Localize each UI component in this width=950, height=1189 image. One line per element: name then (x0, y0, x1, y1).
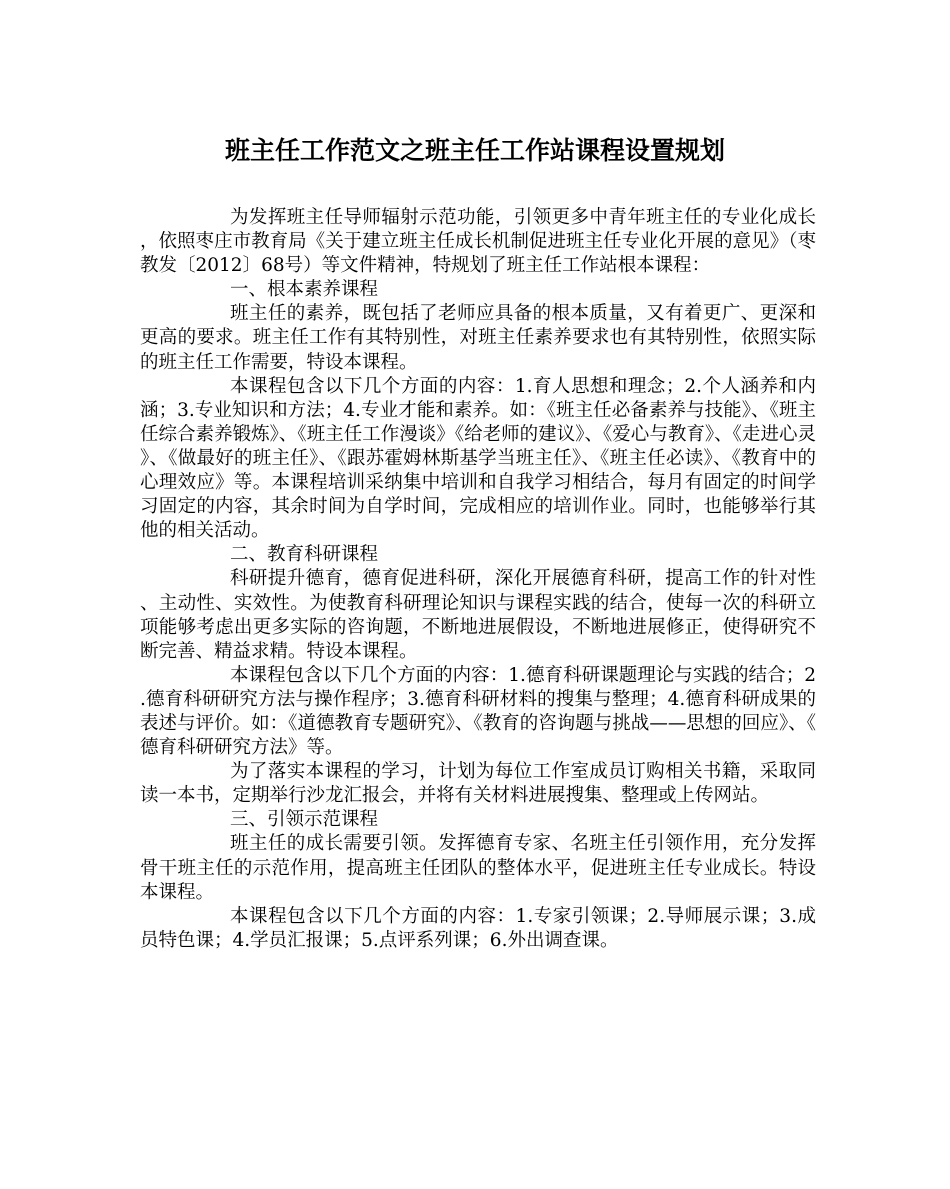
paragraph-leadership-1: 班主任的成长需要引领。发挥德育专家、名班主任引领作用，充分发挥骨干班主任的示范作用，提高班主任团队的整体水平，促进班主任专业成长。特设本课程。 (140, 833, 816, 903)
document-title: 班主任工作范文之班主任工作站课程设置规划 (224, 136, 725, 165)
paragraph-basic-literacy-2: 本课程包含以下几个方面的内容：1.育人思想和理念；2.个人涵养和内涵；3.专业知识和方法；4.专业才能和素养。如：《班主任必备素养与技能》、《班主任综合素养锻炼》、《班主任工作漫谈》《给老师的建议》、《爱心与教育》、《走进心灵》、《做最好的班主任》、《跟苏霍姆林斯基学当班主任》、《班主任必读》、《教育中的心理效应》等。本课程培训采纳集中培训和自我学习相结合，每月有固定的时间学习固定的内容，其余时间为自学时间，完成相应的培训作业。同时，也能够举行其他的相关活动。 (140, 375, 816, 542)
section-heading-research: 二、教育科研课程 (230, 544, 379, 566)
paragraph-intro: 为发挥班主任导师辐射示范功能，引领更多中青年班主任的专业化成长，依照枣庄市教育局《关于建立班主任成长机制促进班主任专业化开展的意见》（枣教发〔2012〕68号）等文件精神，特规划了班主任工作站根本课程： (140, 207, 816, 277)
paragraph-leadership-2: 本课程包含以下几个方面的内容：1.专家引领课；2.导师展示课；3.成员特色课；4.学员汇报课；5.点评系列课；6.外出调查课。 (140, 905, 816, 951)
section-heading-basic-literacy: 一、根本素养课程 (230, 279, 379, 301)
section-heading-leadership: 三、引领示范课程 (230, 809, 379, 831)
paragraph-research-3: 为了落实本课程的学习，计划为每位工作室成员订购相关书籍，采取同读一本书，定期举行沙龙汇报会，并将有关材料进展搜集、整理或上传网站。 (140, 761, 816, 807)
paragraph-basic-literacy-1: 班主任的素养，既包括了老师应具备的根本质量，又有着更广、更深和更高的要求。班主任工作有其特别性，对班主任素养要求也有其特别性，依照实际的班主任工作需要，特设本课程。 (140, 303, 816, 373)
paragraph-research-2: 本课程包含以下几个方面的内容：1.德育科研课题理论与实践的结合；2.德育科研研究方法与操作程序；3.德育科研材料的搜集与整理；4.德育科研成果的表述与评价。如：《道德教育专题研究》、《教育的咨询题与挑战——思想的回应》、《德育科研研究方法》等。 (140, 664, 816, 759)
paragraph-research-1: 科研提升德育，德育促进科研，深化开展德育科研，提高工作的针对性、主动性、实效性。为使教育科研理论知识与课程实践的结合，使每一次的科研立项能够考虑出更多实际的咨询题，不断地进展假设，不断地进展修正，使得研究不断完善、精益求精。特设本课程。 (140, 568, 816, 662)
document-body (140, 206, 816, 953)
